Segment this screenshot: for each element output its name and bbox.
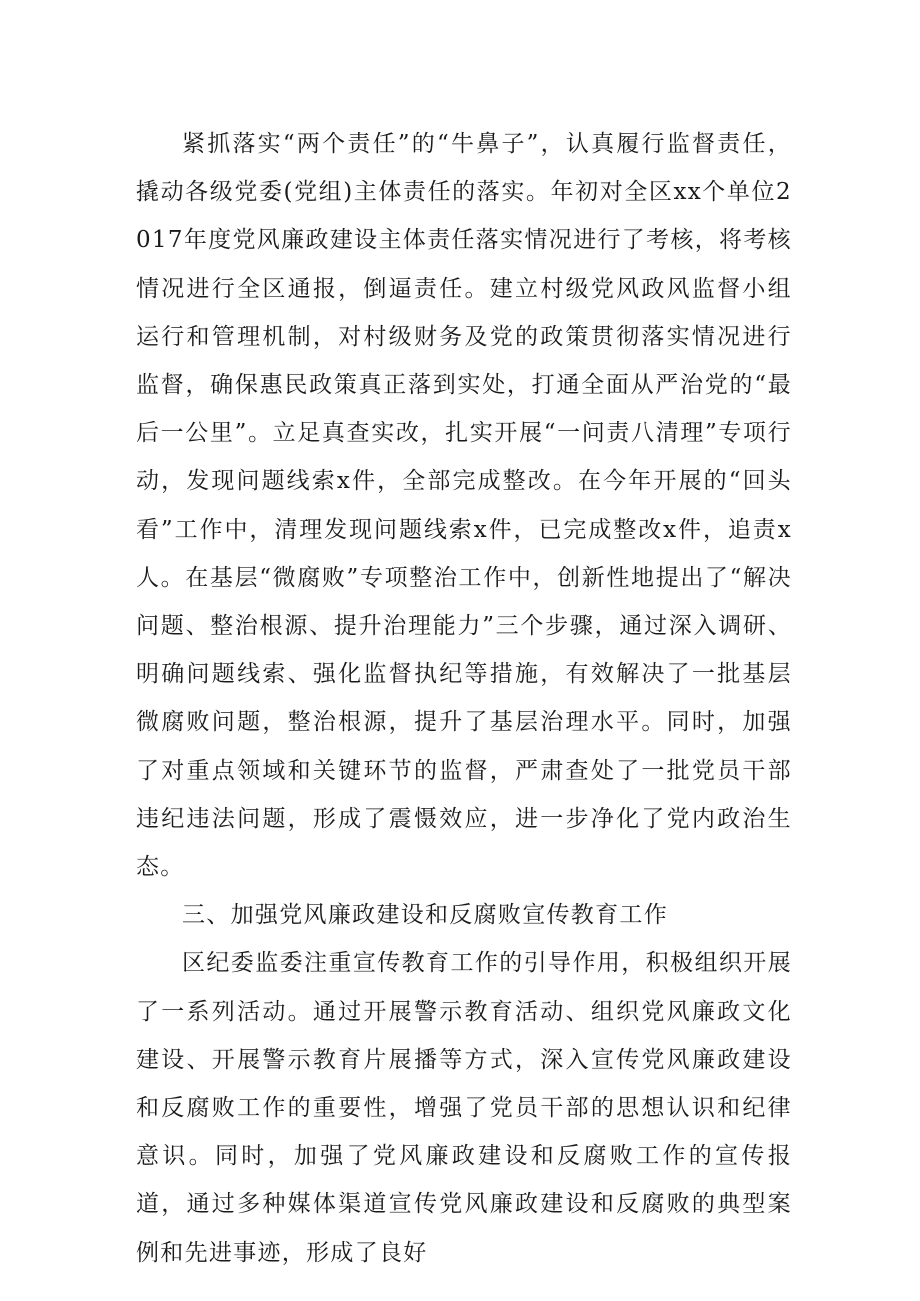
- paragraph-education: 区纪委监委注重宣传教育工作的引导作用，积极组织开展了一系列活动。通过开展警示教育活动、组织党风廉政文化建设、开展警示教育片展播等方式，深入宣传党风廉政建设和反腐败工作的重要性，增强了党员干部的思想认识和纪律意识。同时，加强了党风廉政建设和反腐败工作的宣传报道，通过多种媒体渠道宣传党风廉政建设和反腐败的典型案例和先进事迹，形成了良好: [136, 950, 792, 1266]
- paragraph-supervision: 紧抓落实“两个责任”的“牛鼻子”，认真履行监督责任，撬动各级党委(党组)主体责任的落实。年初对全区xx个单位2017年度党风廉政建设主体责任落实情况进行了考核，将考核情况进行全区通报，倒逼责任。建立村级党风政风监督小组运行和管理机制，对村级财务及党的政策贯彻落实情况进行监督，确保惠民政策真正落到实处，打通全面从严治党的“最后一公里”。立足真查实改，扎实开展“一问责八清理”专项行动，发现问题线索x件，全部完成整改。在今年开展的“回头看”工作中，清理发现问题线索x件，已完成整改x件，追责x人。在基层“微腐败”专项整治工作中，创新性地提出了“解决问题、整治根源、提升治理能力”三个步骤，通过深入调研、明确问题线索、强化监督执纪等措施，有效解决了一批基层微腐败问题，整治根源，提升了基层治理水平。同时，加强了对重点领域和关键环节的监督，严肃查处了一批党员干部违纪违法问题，形成了震慑效应，进一步净化了党内政治生态。: [136, 131, 792, 881]
- section-heading: 三、加强党风廉政建设和反腐败宣传教育工作: [182, 902, 668, 929]
- document-body: [136, 120, 792, 1277]
